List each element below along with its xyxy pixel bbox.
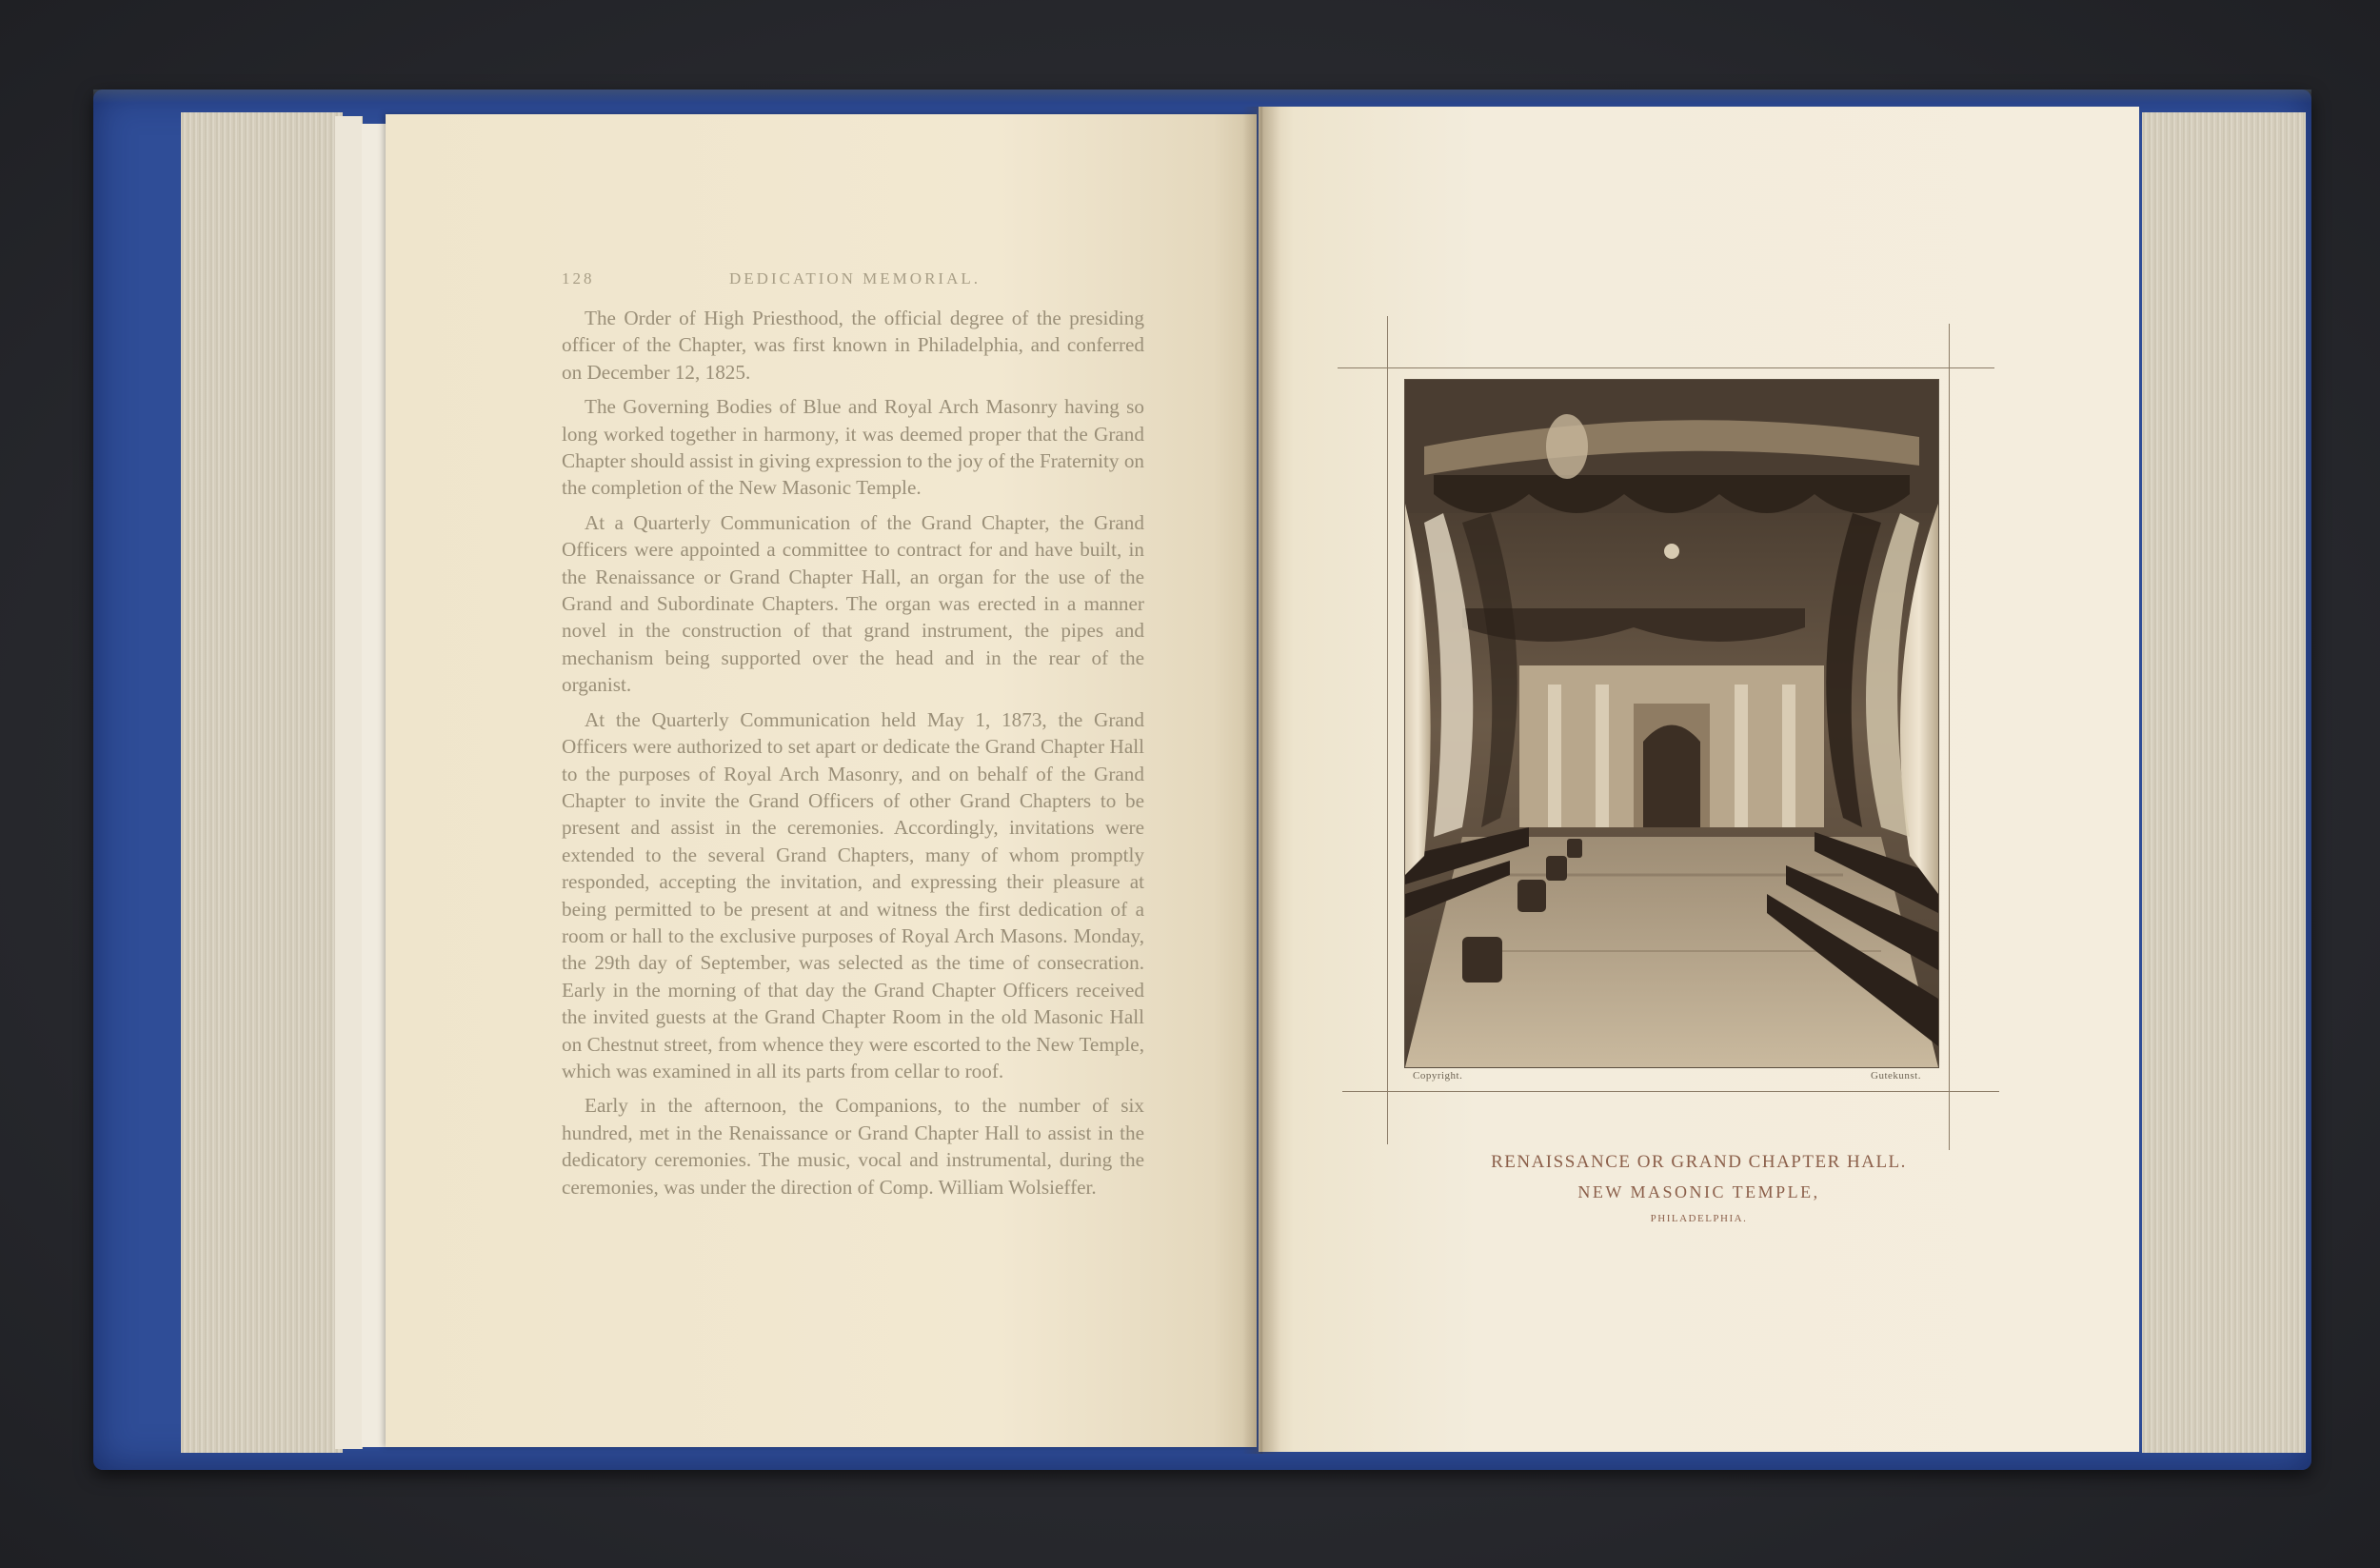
hall-photograph	[1404, 379, 1939, 1068]
paragraph: Early in the afternoon, the Companions, to the number of six hundred, met in the Renaissance or Grand Chapter Hall to assist in the dedicatory ceremonies. The music, vocal and instrumental, during the ceremonies, was under the direction of Comp. William Wolsieffer.	[562, 1094, 1144, 1199]
page-number: 128	[562, 269, 595, 288]
cover-wear	[93, 89, 2311, 103]
left-page-edges	[181, 112, 343, 1453]
paragraph: The Governing Bodies of Blue and Royal Arch Masonry having so long worked together in harmony, it was deemed proper that the Grand Chapter should assist in giving expression to the joy of the Fraternity on the completion of the New Masonic Temple.	[562, 395, 1145, 500]
book-gutter	[1242, 107, 1280, 1454]
crop-rule-left	[1387, 316, 1388, 1144]
caption-subtitle: NEW MASONIC TEMPLE,	[1577, 1182, 1820, 1201]
crop-rule-top	[1338, 367, 1994, 368]
body-text	[562, 305, 1144, 1208]
caption-location: PHILADELPHIA.	[1650, 1213, 1748, 1224]
paragraph: The Order of High Priesthood, the official degree of the presiding officer of the Chapter, was first known in Philadelphia, and conferred on December 12, 1825.	[562, 307, 1144, 384]
photo-credit-photographer: Gutekunst.	[1871, 1070, 1921, 1082]
left-flyleaf	[335, 116, 363, 1449]
paragraph: At the Quarterly Communication held May 1, 1873, the Grand Officers were authorized to set apart or dedicate the Grand Chapter Hall to the purposes of Royal Arch Masonry, and on behalf of the Grand Chapter to invite the Grand Officers of other Grand Chapters to be present and assist in the ceremonies. Accordingly, invitations were extended to the several Grand Chapters, many of whom promptly responded, accepting the invitation, and expressing their pleasure at being permitted to be present at and witness the first dedication of a room or hall to the exclusive purposes of Royal Arch Masons. Monday, the 29th day of September, was selected as the time of consecration. Early in the morning of that day the Grand Chapter Officers received the invited guests at the Grand Chapter Room in the old Masonic Hall on Chestnut street, from whence they were escorted to the New Temple, which was examined in all its parts from cellar to roof.	[562, 707, 1144, 1082]
right-page-edges	[2142, 112, 2306, 1453]
caption-title: RENAISSANCE OR GRAND CHAPTER HALL.	[1491, 1152, 1907, 1172]
hall-photograph-image	[1405, 380, 1938, 1067]
crop-rule-bottom	[1342, 1091, 1999, 1092]
left-flyleaf-inner	[362, 124, 387, 1447]
running-head-title: DEDICATION MEMORIAL.	[729, 269, 981, 288]
photo-credit-copyright: Copyright.	[1413, 1070, 1463, 1082]
paragraph: At a Quarterly Communication of the Grand Chapter, the Grand Officers were appointed a committee to contract for and have built, in the Renaissance or Grand Chapter Hall, an organ for the use of the Grand and Subordinate Chapters. The organ was erected in a manner novel in the construction of that grand instrument, the pipes and mechanism being supported over the head and in the rear of the organist.	[562, 510, 1144, 697]
crop-rule-right	[1949, 324, 1950, 1150]
